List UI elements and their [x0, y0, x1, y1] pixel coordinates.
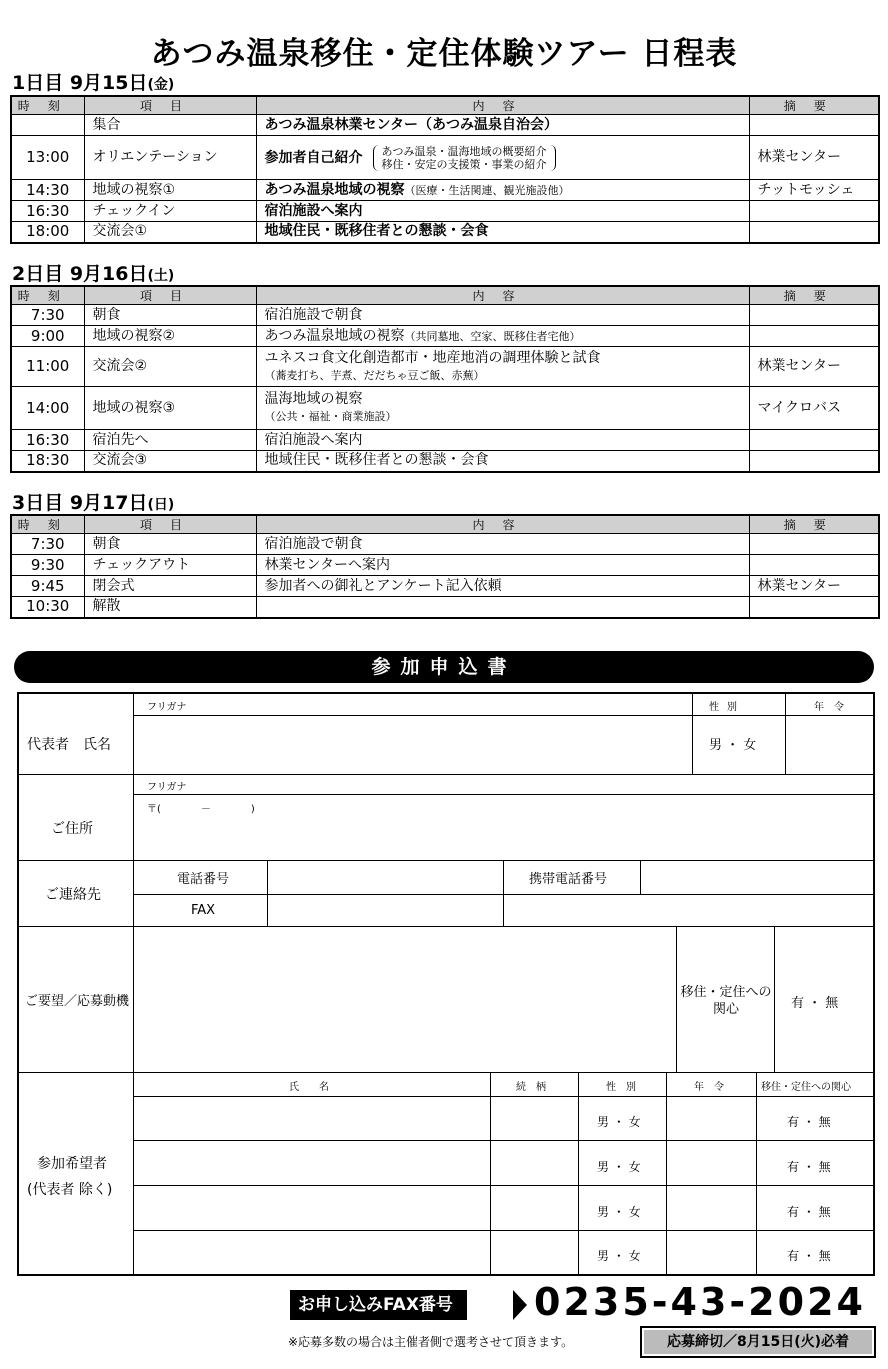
interest-label: 移住・定住への関心 [680, 985, 772, 1017]
fax-field[interactable] [268, 895, 502, 926]
table-row: 18:30 交流会③ 地域住民・既移住者との懇談・会食 [11, 451, 879, 472]
participants-label: 参加希望者 [37, 1156, 107, 1172]
address-label: ご住所 [51, 821, 93, 837]
p3-interest[interactable]: 有 ・ 無 [787, 1205, 831, 1219]
col-item: 項目 [84, 515, 256, 534]
participants-sub-label: (代表者 除く) [27, 1182, 113, 1198]
gender-label: 性別 [709, 702, 745, 713]
furigana-label: フリガナ [147, 702, 187, 713]
col-note: 摘要 [749, 286, 879, 305]
table-row: 9:45 閉会式 参加者への御礼とアンケート記入依頼 林業センター [11, 576, 879, 597]
table-row: 7:30 朝食 宿泊施設で朝食 [11, 305, 879, 326]
p-age-header: 年 令 [694, 1082, 724, 1093]
col-time: 時刻 [11, 286, 84, 305]
col-item: 項目 [84, 286, 256, 305]
col-item: 項目 [84, 96, 256, 115]
phone-field[interactable] [268, 861, 502, 894]
col-note: 摘要 [749, 96, 879, 115]
fax-number: 0235-43-2024 [534, 1280, 866, 1324]
contact-label: ご連絡先 [45, 887, 101, 903]
day3-schedule [10, 514, 880, 619]
col-note: 摘要 [749, 515, 879, 534]
table-row: 7:30 朝食 宿泊施設で朝食 [11, 534, 879, 555]
furigana-label: フリガナ [147, 782, 187, 793]
form-heading: 参加申込書 [14, 651, 874, 683]
arrow-right-icon [513, 1290, 527, 1320]
table-row: 14:30 地域の視察① あつみ温泉地域の視察（医療・生活関連、観光施設他） チットモッシェ [11, 180, 879, 201]
table-row: 18:00 交流会① 地域住民・既移住者との懇談・会食 [11, 222, 879, 243]
p1-gender[interactable]: 男 ・ 女 [597, 1115, 641, 1129]
day1-schedule [10, 95, 880, 244]
fax-number-label: お申し込みFAX番号 [290, 1290, 467, 1320]
col-content: 内容 [256, 96, 749, 115]
fax-label: FAX [191, 903, 216, 918]
p-gender-header: 性 別 [606, 1082, 636, 1093]
request-field[interactable] [134, 927, 676, 1072]
p2-gender[interactable]: 男 ・ 女 [597, 1160, 641, 1174]
day2-heading: 2日目 9月16日(土) [12, 263, 175, 285]
postal-code-field[interactable]: 〒( － ) [147, 804, 255, 815]
deadline-text: 応募締切／8月15日(火)必着 [644, 1330, 872, 1354]
day3-heading: 3日目 9月17日(日) [12, 492, 175, 514]
selection-note: ※応募多数の場合は主催者側で選考させて頂きます。 [288, 1335, 574, 1349]
col-time: 時刻 [11, 515, 84, 534]
deadline-box [640, 1326, 876, 1358]
page-title: あつみ温泉移住・定住体験ツアー 日程表 [150, 36, 738, 72]
p1-interest[interactable]: 有 ・ 無 [787, 1115, 831, 1129]
mobile-label: 携帯電話番号 [529, 872, 608, 887]
p3-gender[interactable]: 男 ・ 女 [597, 1205, 641, 1219]
phone-label: 電話番号 [177, 872, 230, 887]
rep-name-field[interactable] [133, 715, 692, 774]
interest-choice[interactable]: 有 ・ 無 [791, 996, 839, 1011]
table-row: 16:30 チェックイン 宿泊施設へ案内 [11, 201, 879, 222]
table-row: 10:30 解散 [11, 597, 879, 618]
application-form [17, 692, 875, 1276]
p4-gender[interactable]: 男 ・ 女 [597, 1249, 641, 1263]
table-row: 集合 あつみ温泉林業センター（あつみ温泉自治会） [11, 115, 879, 136]
table-row: 16:30 宿泊先へ 宿泊施設へ案内 [11, 430, 879, 451]
p-name-header: 氏 名 [289, 1082, 329, 1093]
day2-schedule [10, 285, 880, 473]
table-row: 14:00 地域の視察③ 温海地域の視察 （公共・福祉・商業施設） マイクロバス [11, 387, 879, 430]
rep-age-field[interactable] [786, 715, 873, 774]
day1-heading: 1日目 9月15日(金) [12, 72, 175, 94]
table-row: 9:00 地域の視察② あつみ温泉地域の視察（共同墓地、空家、既移住者宅他） [11, 326, 879, 347]
p4-interest[interactable]: 有 ・ 無 [787, 1249, 831, 1263]
col-time: 時刻 [11, 96, 84, 115]
col-content: 内容 [256, 286, 749, 305]
table-row: 9:30 チェックアウト 林業センターへ案内 [11, 555, 879, 576]
rep-name-label: 代表者 氏名 [27, 737, 111, 753]
col-content: 内容 [256, 515, 749, 534]
rep-gender-choice[interactable]: 男 ・ 女 [709, 738, 757, 753]
age-label: 年令 [814, 702, 854, 713]
p-interest-header: 移住・定住への関心 [761, 1082, 851, 1093]
table-row: 11:00 交流会② ユネスコ食文化創造都市・地産地消の調理体験と試食 （蕎麦打ち、芋煮、だだちゃ豆ご飯、赤蕪） 林業センター [11, 347, 879, 387]
p2-interest[interactable]: 有 ・ 無 [787, 1160, 831, 1174]
request-label: ご要望／応募動機 [25, 994, 130, 1009]
table-row: 13:00 オリエンテーション 参加者自己紹介 あつみ温泉・温海地域の概要紹介 移住・安定の支援策・事業の紹介 林業センター [11, 136, 879, 180]
mobile-field[interactable] [641, 861, 873, 894]
p-relation-header: 続 柄 [516, 1082, 546, 1093]
